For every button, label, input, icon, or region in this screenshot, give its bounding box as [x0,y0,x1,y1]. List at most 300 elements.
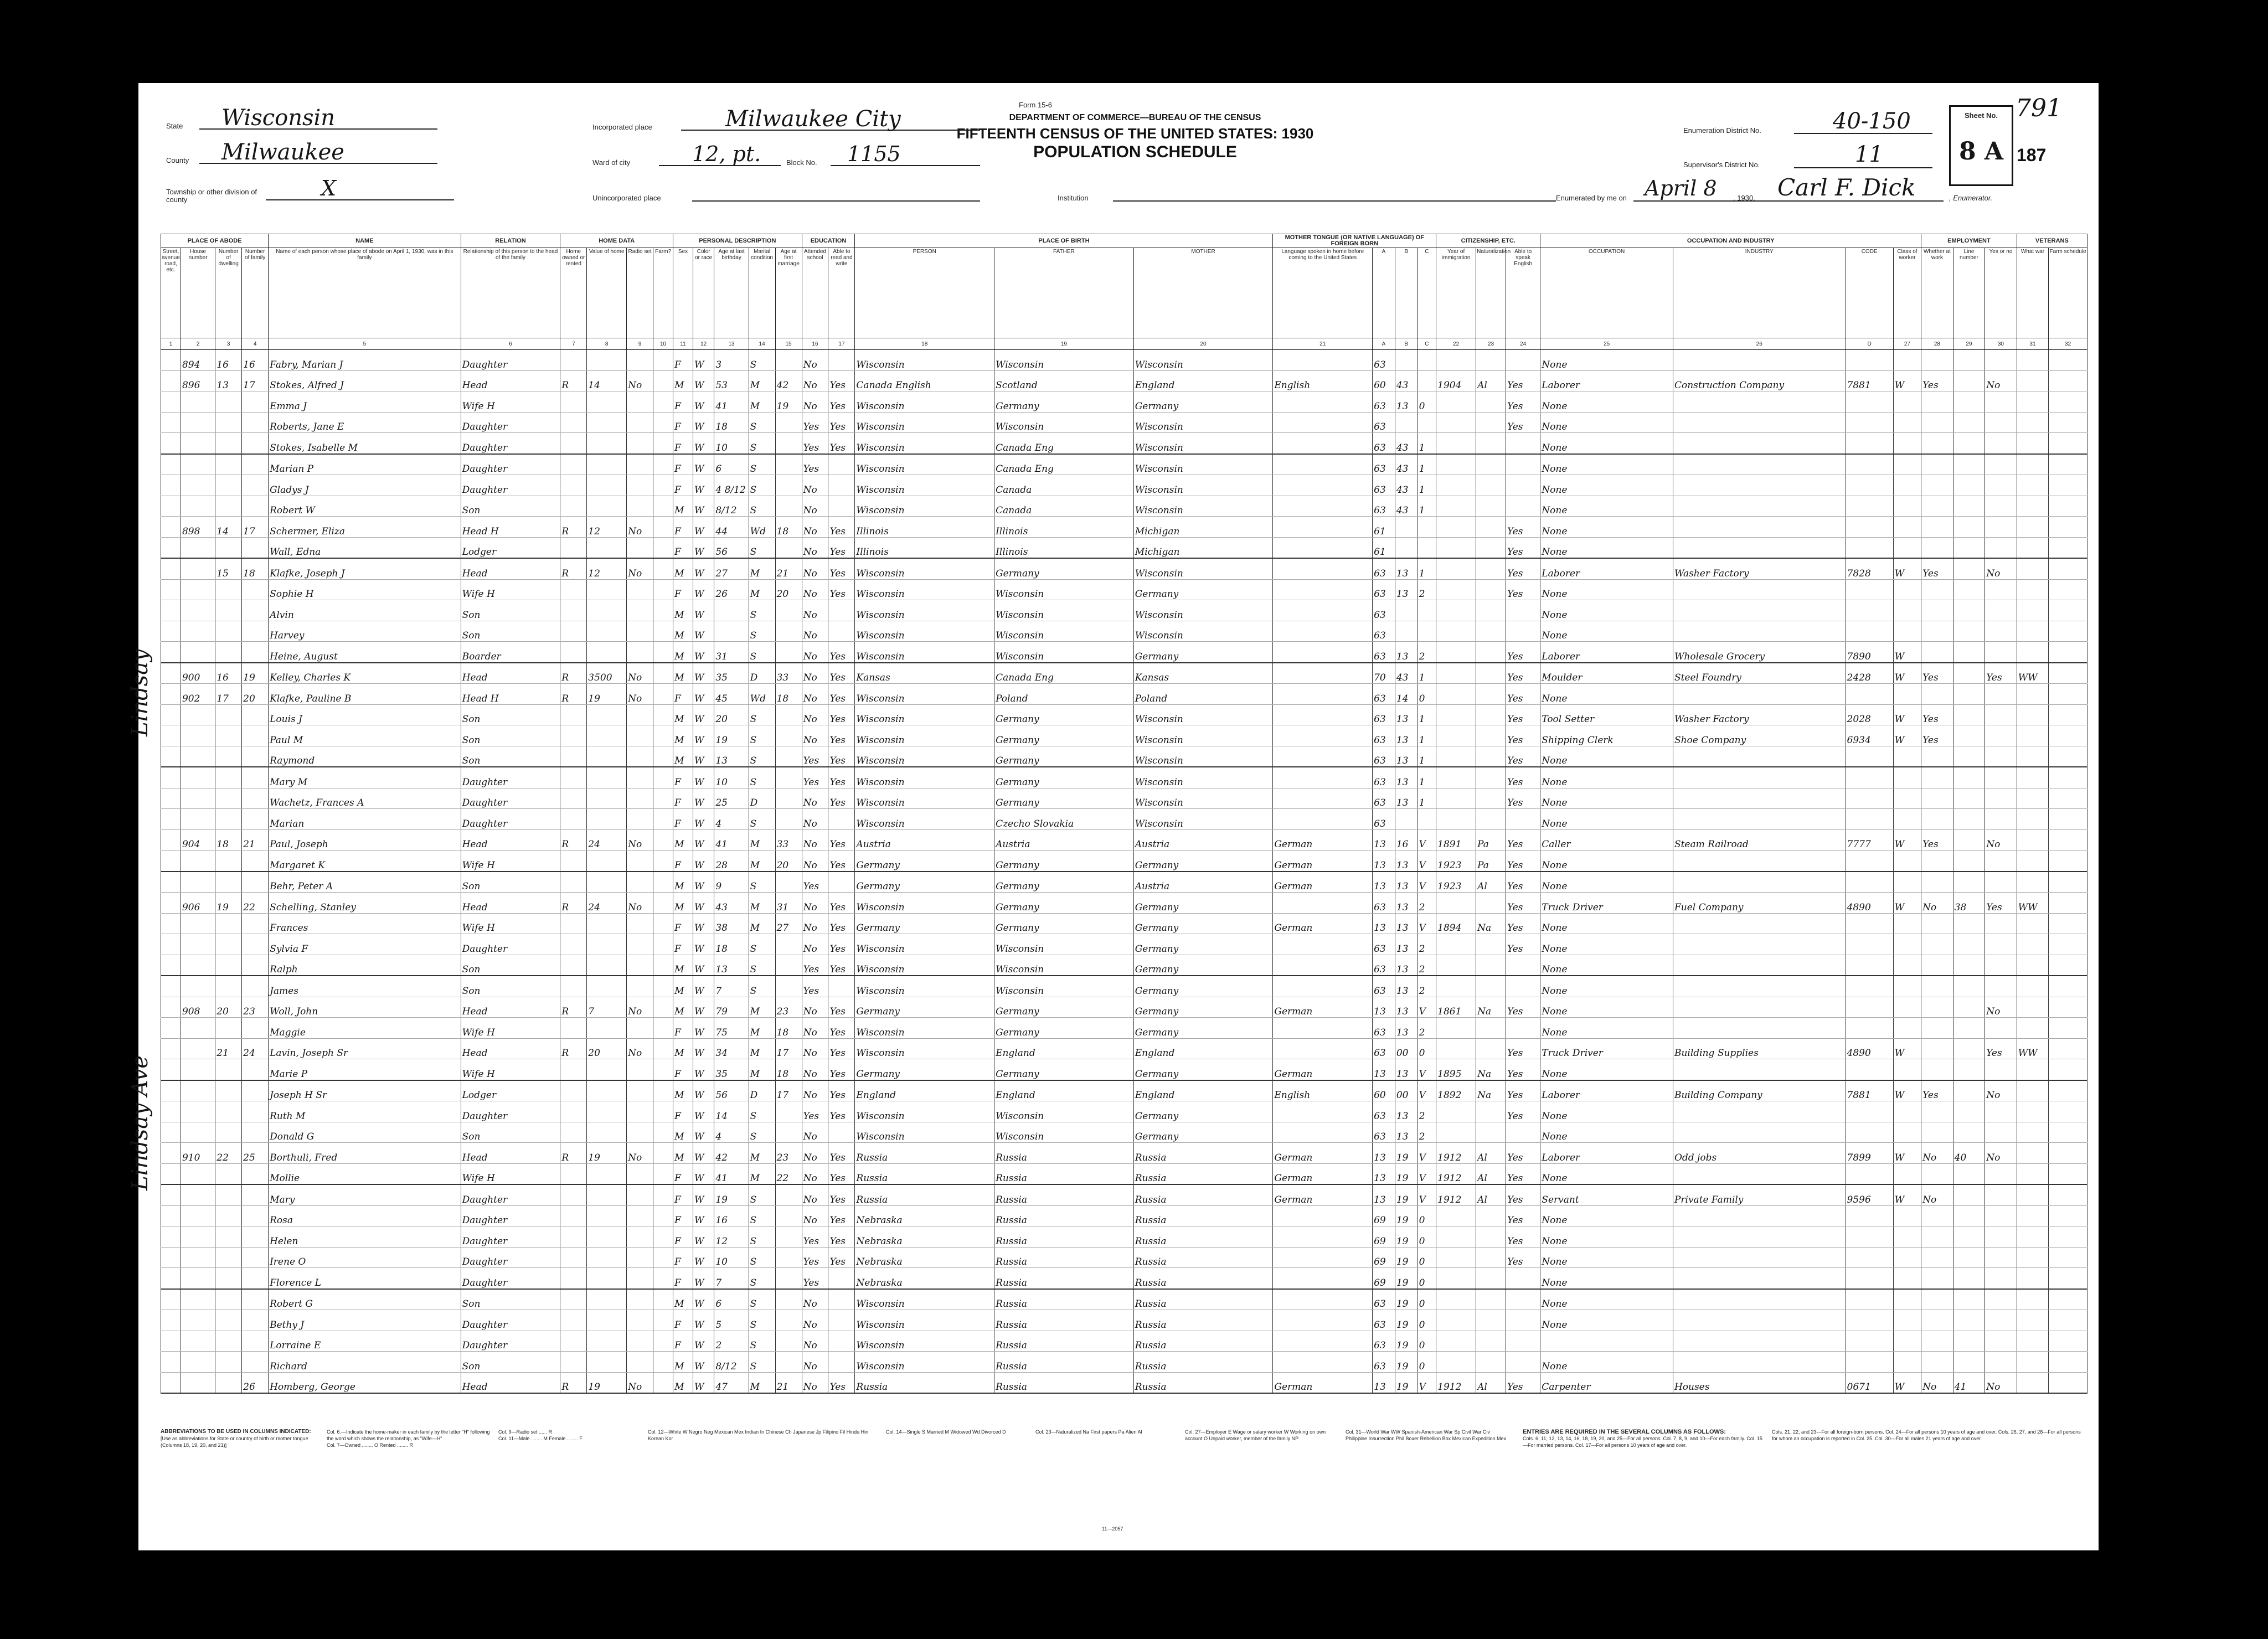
table-cell: None [1540,412,1673,433]
table-cell: F [673,537,693,558]
column-number: 11 [673,338,693,350]
table-cell: German [1273,1163,1373,1184]
table-cell [587,642,627,663]
table-cell [828,475,855,496]
table-cell [1418,600,1436,621]
table-cell [1506,1122,1540,1143]
table-cell: Germany [994,788,1134,809]
table-cell [1953,1038,1985,1059]
table-cell [1673,1205,1846,1226]
table-cell: V [1418,1080,1436,1101]
table-cell: W [1893,642,1921,663]
table-cell [161,872,181,893]
table-cell: Daughter [461,433,560,454]
table-cell [653,913,673,934]
table-cell: 69 [1373,1268,1395,1289]
table-cell: F [673,767,693,788]
table-cell [1985,809,2017,830]
column-header: B [1395,248,1418,338]
table-cell: 6 [714,454,749,475]
county-label: County [166,156,189,164]
table-cell: Son [461,976,560,997]
table-cell [161,746,181,767]
table-cell: Germany [1133,851,1273,872]
table-cell [1273,350,1373,371]
table-cell: 31 [714,642,749,663]
table-cell: M [673,496,693,517]
table-cell: Russia [1133,1268,1273,1289]
table-cell [1395,809,1418,830]
table-cell: Nebraska [855,1205,994,1226]
table-cell: Frances [269,913,461,934]
table-cell [587,537,627,558]
table-cell [215,746,242,767]
table-cell [161,1059,181,1080]
table-cell: 19 [1395,1331,1418,1352]
table-cell: Yes [802,955,828,976]
table-cell [1921,454,1953,475]
table-cell [1921,767,1953,788]
table-row [161,1289,2087,1310]
table-cell [1985,1018,2017,1039]
table-cell: Yes [828,725,855,746]
table-cell: Russia [994,1310,1134,1331]
table-cell [653,1101,673,1122]
table-cell: 63 [1373,704,1395,725]
table-cell [1953,1289,1985,1310]
table-cell [181,558,215,579]
table-cell: Pa [1476,851,1506,872]
table-row [161,579,2087,600]
table-cell [1953,746,1985,767]
table-cell: Wisconsin [855,746,994,767]
table-cell [181,1289,215,1310]
table-cell [2017,433,2049,454]
table-cell [828,1331,855,1352]
table-cell [1846,517,1893,538]
table-cell [181,621,215,642]
table-cell: Boarder [461,642,560,663]
table-cell [627,391,653,413]
table-cell [1846,684,1893,705]
table-cell: Yes [828,746,855,767]
enumerated-year: , 1930, [1733,194,1755,202]
table-cell: W [693,496,714,517]
table-cell: 0 [1418,1331,1436,1352]
table-cell [215,1080,242,1101]
table-cell: 2 [714,1331,749,1352]
sheet-value: 8 A [1958,137,2004,166]
table-cell [161,517,181,538]
table-cell [161,1310,181,1331]
table-cell: No [802,350,828,371]
table-cell [1921,1352,1953,1373]
table-row [161,537,2087,558]
table-cell: W [693,976,714,997]
table-cell: M [749,1163,775,1184]
table-cell: Yes [828,1080,855,1101]
table-cell: Yes [828,1059,855,1080]
table-row [161,704,2087,725]
table-cell [242,1184,269,1205]
table-cell [161,934,181,955]
table-cell: 4890 [1846,1038,1893,1059]
column-number: 21 [1273,338,1373,350]
table-cell [653,1310,673,1331]
table-cell [2049,558,2087,579]
table-cell: M [749,1018,775,1039]
table-cell [1893,600,1921,621]
table-cell [828,809,855,830]
group-header: VETERANS [2017,234,2087,248]
table-cell: Germany [994,746,1134,767]
table-row [161,829,2087,851]
table-cell: No [1985,829,2017,851]
table-cell [587,851,627,872]
table-cell [1273,725,1373,746]
table-cell: Wisconsin [1133,621,1273,642]
table-cell [560,391,587,413]
table-cell: F [673,788,693,809]
table-cell: Yes [828,684,855,705]
table-cell [714,621,749,642]
column-number: 19 [994,338,1134,350]
table-cell: None [1540,851,1673,872]
table-cell [653,976,673,997]
table-cell: 2028 [1846,704,1893,725]
table-cell [1673,454,1846,475]
table-cell: Wisconsin [855,433,994,454]
table-cell [181,391,215,413]
table-cell: 63 [1373,684,1395,705]
table-cell [587,1247,627,1268]
table-cell [1985,433,2017,454]
table-cell: W [693,1122,714,1143]
column-header: Naturalization [1476,248,1506,338]
table-cell: 10 [714,767,749,788]
table-cell [1273,788,1373,809]
table-cell: S [749,350,775,371]
table-cell: Building Supplies [1673,1038,1846,1059]
table-cell: 904 [181,829,215,851]
table-cell [627,1247,653,1268]
table-cell: S [749,1122,775,1143]
table-cell [242,600,269,621]
table-cell: Yes [1506,1059,1540,1080]
table-cell: 14 [587,370,627,391]
table-cell [653,1018,673,1039]
table-cell: 1912 [1436,1163,1476,1184]
table-cell: Laborer [1540,370,1673,391]
table-cell [161,997,181,1018]
table-cell [1893,809,1921,830]
table-cell [181,1163,215,1184]
table-cell [1673,809,1846,830]
table-cell [1921,1226,1953,1248]
table-cell: Wisconsin [855,1289,994,1310]
column-header: FATHER [994,248,1134,338]
table-cell: Yes [1985,663,2017,684]
table-cell [1476,412,1506,433]
table-cell: Wisconsin [1133,454,1273,475]
table-cell [2017,829,2049,851]
table-cell [587,496,627,517]
table-cell: 1923 [1436,872,1476,893]
table-cell [1846,788,1893,809]
table-cell: Yes [1506,1163,1540,1184]
table-cell [1273,1331,1373,1352]
table-cell [560,642,587,663]
table-cell: Wife H [461,391,560,413]
table-cell [560,913,587,934]
table-cell: 19 [1395,1143,1418,1164]
table-cell [215,1372,242,1393]
table-cell [560,809,587,830]
table-cell [1506,1268,1540,1289]
department-line: DEPARTMENT OF COMMERCE—BUREAU OF THE CENSUS [1009,113,1261,122]
table-cell [1273,1038,1373,1059]
table-cell [1953,725,1985,746]
table-cell [1893,433,1921,454]
table-cell [2017,1352,2049,1373]
table-cell: 1904 [1436,370,1476,391]
table-cell: R [560,517,587,538]
table-cell [1985,1289,2017,1310]
column-header: What war [2017,248,2049,338]
table-cell: F [673,1205,693,1226]
table-row [161,454,2087,475]
table-cell: 10 [714,433,749,454]
table-cell [1273,496,1373,517]
table-cell [653,1143,673,1164]
table-cell [2049,454,2087,475]
table-cell [1985,1059,2017,1080]
sheet-box [1949,105,2013,186]
table-cell [1436,642,1476,663]
table-cell [1893,1352,1921,1373]
table-cell: German [1273,913,1373,934]
table-cell [1921,872,1953,893]
table-cell [1953,976,1985,997]
table-cell [161,1247,181,1268]
table-cell: England [1133,1038,1273,1059]
table-cell: No [802,934,828,955]
table-cell [828,1122,855,1143]
table-cell [1985,746,2017,767]
table-cell [1921,684,1953,705]
table-cell: German [1273,872,1373,893]
table-cell: Yes [1506,788,1540,809]
table-cell [1846,1310,1893,1331]
table-cell [1436,600,1476,621]
footer-col23 [1035,1429,1179,1534]
column-header: Farm schedule [2049,248,2087,338]
table-cell: Russia [994,1163,1134,1184]
table-cell [1673,1122,1846,1143]
table-cell [1985,851,2017,872]
table-cell [1673,412,1846,433]
column-number: 29 [1953,338,1985,350]
table-cell: 0 [1418,1247,1436,1268]
table-cell: M [673,1372,693,1393]
table-cell: 63 [1373,1018,1395,1039]
table-cell: 1912 [1436,1143,1476,1164]
table-cell: W [693,725,714,746]
table-cell [215,976,242,997]
table-cell [215,1205,242,1226]
table-cell [560,851,587,872]
table-cell [242,1247,269,1268]
table-cell [1506,1352,1540,1373]
table-cell [828,976,855,997]
table-cell: 902 [181,684,215,705]
table-cell: 906 [181,893,215,914]
table-cell [1673,997,1846,1018]
table-cell: Construction Company [1673,370,1846,391]
table-cell [1395,412,1418,433]
table-cell [653,1289,673,1310]
table-cell: Germany [994,997,1134,1018]
table-cell [1893,746,1921,767]
table-cell: Yes [828,1205,855,1226]
institution-label: Institution [1058,194,1089,202]
table-cell [775,746,802,767]
table-cell [1418,517,1436,538]
table-cell [653,1184,673,1205]
table-cell [215,767,242,788]
table-cell: Germany [994,558,1134,579]
column-header: Whether at work [1921,248,1953,338]
table-cell: Wisconsin [855,475,994,496]
table-cell [1921,1163,1953,1184]
table-cell [242,537,269,558]
table-cell [560,1331,587,1352]
table-cell [1921,1247,1953,1268]
table-cell: No [802,893,828,914]
table-cell [161,955,181,976]
table-cell: 24 [587,829,627,851]
table-cell: W [693,788,714,809]
table-cell [181,1247,215,1268]
table-cell: 9 [714,872,749,893]
table-cell: Russia [1133,1205,1273,1226]
table-cell: Wisconsin [855,976,994,997]
table-cell [181,496,215,517]
table-cell [560,433,587,454]
table-cell: 896 [181,370,215,391]
table-cell [587,1122,627,1143]
table-cell: Gladys J [269,475,461,496]
ed-label: Enumeration District No. [1683,126,1761,135]
table-cell: Head [461,1143,560,1164]
table-cell [215,433,242,454]
table-cell: 63 [1373,1289,1395,1310]
table-cell: Wisconsin [855,1038,994,1059]
table-cell: W [693,537,714,558]
table-cell [181,1122,215,1143]
table-cell: W [1893,829,1921,851]
table-cell: M [749,997,775,1018]
table-cell [2017,1163,2049,1184]
table-cell: 63 [1373,433,1395,454]
table-cell [2017,1122,2049,1143]
table-cell [161,642,181,663]
table-cell [1953,454,1985,475]
table-cell [2017,1205,2049,1226]
table-cell: R [560,1372,587,1393]
table-cell: 63 [1373,391,1395,413]
table-cell [2049,475,2087,496]
column-header: Age at first marriage [775,248,802,338]
table-cell: F [673,1226,693,1248]
table-cell [181,454,215,475]
table-cell: 13 [1395,725,1418,746]
table-cell [1476,1268,1506,1289]
table-cell: M [673,829,693,851]
table-cell [775,1268,802,1289]
table-cell: W [693,1289,714,1310]
table-cell [828,1310,855,1331]
form-number: Form 15-6 [1019,101,1052,109]
table-cell [242,1205,269,1226]
table-cell: Yes [802,412,828,433]
table-cell [1985,1310,2017,1331]
table-cell [587,1184,627,1205]
table-cell: Mary M [269,767,461,788]
table-cell [1418,537,1436,558]
table-cell [627,537,653,558]
table-cell: M [673,997,693,1018]
table-cell [215,1018,242,1039]
table-cell: 63 [1373,350,1395,371]
table-cell [627,642,653,663]
table-cell: England [855,1080,994,1101]
table-cell: 17 [215,684,242,705]
table-cell [181,1226,215,1248]
table-cell: None [1540,1059,1673,1080]
table-cell: M [673,1352,693,1373]
table-cell: Yes [828,1247,855,1268]
table-cell: 23 [242,997,269,1018]
table-cell [775,1205,802,1226]
table-cell: No [802,1038,828,1059]
table-cell [1953,704,1985,725]
table-cell [775,1331,802,1352]
table-cell: Steam Railroad [1673,829,1846,851]
table-cell [1846,872,1893,893]
table-cell [1673,1059,1846,1080]
table-cell: W [693,391,714,413]
table-cell: W [693,1226,714,1248]
group-header: OCCUPATION AND INDUSTRY [1540,234,1921,248]
table-row [161,746,2087,767]
table-cell: Yes [1921,725,1953,746]
table-cell [1921,1205,1953,1226]
table-cell: Yes [1506,391,1540,413]
table-row [161,433,2087,454]
block-value: 1155 [847,142,901,166]
table-cell: None [1540,684,1673,705]
table-cell [215,788,242,809]
table-cell [1436,1247,1476,1268]
table-cell [1921,1310,1953,1331]
table-cell [1893,1289,1921,1310]
table-cell: Head [461,663,560,684]
table-cell [2049,1080,2087,1101]
table-cell: W [693,370,714,391]
table-cell [560,1184,587,1205]
table-cell [215,1101,242,1122]
